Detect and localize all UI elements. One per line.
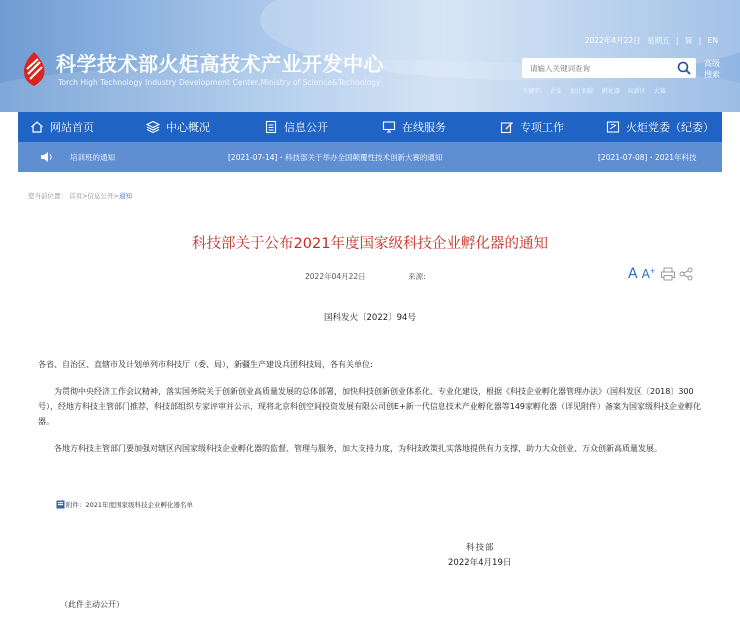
article-date: 2022年04月22日 xyxy=(305,272,366,281)
monitor-icon xyxy=(382,120,396,134)
search-icon[interactable] xyxy=(676,60,692,76)
nav-item-online-service[interactable] xyxy=(382,112,446,142)
document-icon xyxy=(264,120,278,134)
font-smaller-button[interactable]: A+ xyxy=(641,267,656,281)
edit-icon xyxy=(500,120,514,134)
keyword-link[interactable]: 大赛 xyxy=(653,88,666,95)
main-nav xyxy=(18,112,722,142)
article-meta xyxy=(305,271,426,282)
notice-link[interactable]: [2021-07-14]・科技部关于举办全国颠覆性技术创新大赛的通知 xyxy=(228,153,443,162)
current-date: 2022年4月22日 xyxy=(584,36,641,45)
share-icon[interactable] xyxy=(679,267,693,281)
nav-item-label: 信息公开 xyxy=(284,121,328,134)
current-weekday: 星期五 xyxy=(647,36,670,45)
article-paragraph: 各地方科技主管部门要加强对辖区内国家级科技企业孵化器的监督、管理与服务，加大支持力度，为科技政策扎实落地提供有力支撑，助力大众创业、万众创新高质量发展。 xyxy=(54,444,662,453)
font-larger-button[interactable]: A xyxy=(628,266,638,282)
keyword-link[interactable]: 企业 xyxy=(549,88,562,95)
home-icon xyxy=(30,120,44,134)
keywords-label: 关键字: xyxy=(522,88,543,95)
top-links: 2022年4月22日 星期五 | 简 | EN xyxy=(584,36,718,45)
site-header xyxy=(0,0,740,112)
breadcrumb-section[interactable]: 信息公开 xyxy=(87,192,114,200)
article-salutation: 各省、自治区、直辖市及计划单列市科技厅（委、局），新疆生产建设兵团科技局，各有关单位: xyxy=(38,360,373,369)
breadcrumb: 您当前位置： 首页>信息公开>通知 xyxy=(28,192,132,200)
keyword-link[interactable]: 高新区 xyxy=(627,88,646,95)
article-source: 来源: xyxy=(408,272,426,281)
nav-item-home[interactable] xyxy=(30,112,94,142)
keyword-link[interactable]: 孵化器 xyxy=(601,88,620,95)
breadcrumb-current[interactable]: 通知 xyxy=(118,192,132,200)
nav-item-info[interactable] xyxy=(264,112,328,142)
signature-date: 2022年4月19日 xyxy=(448,558,512,568)
breadcrumb-home[interactable]: 首页 xyxy=(69,192,83,200)
attachment-file-icon xyxy=(56,500,65,509)
search-input[interactable] xyxy=(528,63,672,74)
lang-simplified-link[interactable]: 简 xyxy=(684,36,693,45)
public-note: （此件主动公开） xyxy=(60,600,124,609)
nav-item-label: 火炬党委（纪委） xyxy=(626,121,714,134)
nav-item-special-work[interactable] xyxy=(500,112,564,142)
nav-item-party-committee[interactable] xyxy=(606,112,714,142)
site-title[interactable]: 科学技术部火炬高技术产业开发中心 xyxy=(56,52,384,76)
keyword-link[interactable]: 加计扣除 xyxy=(569,88,594,95)
article-tools xyxy=(628,266,693,282)
keyword-links xyxy=(522,86,672,95)
nav-item-label: 中心概况 xyxy=(166,121,210,134)
document-number: 国科发火〔2022〕94号 xyxy=(324,313,416,323)
notice-ticker xyxy=(18,142,722,172)
advanced-search-link[interactable]: 高级搜索 xyxy=(704,59,720,79)
article-title: 科技部关于公布2021年度国家级科技企业孵化器的通知 xyxy=(192,236,548,252)
article-paragraph: 为贯彻中央经济工作会议精神，落实国务院关于创新创业高质量发展的总体部署，加快科技创新创业体系化、专业化建设，根据《科技企业孵化器管理办法》（国科发区〔2018〕300号），经地方科技主管部门推荐，科技部组织专家评审并公示，现将北京科创空间投资发展有限公司创E+新一代信息技术产业孵化器等149家孵化器（详见附件）备案为国家级科技企业孵化器。 xyxy=(38,387,702,426)
party-icon xyxy=(606,120,620,134)
signature-org: 科技部 xyxy=(466,543,495,553)
torch-logo-icon[interactable] xyxy=(16,50,52,88)
layers-icon xyxy=(146,120,160,134)
notice-link[interactable]: [2021-07-08]・2021年科技 xyxy=(598,153,697,162)
search-box xyxy=(522,58,696,78)
notice-link[interactable]: 培训班的通知 xyxy=(70,153,115,162)
breadcrumb-prefix: 您当前位置： xyxy=(28,192,67,200)
nav-item-overview[interactable] xyxy=(146,112,210,142)
attachment-link[interactable] xyxy=(56,500,193,509)
nav-item-label: 网站首页 xyxy=(50,121,94,134)
nav-item-label: 专项工作 xyxy=(520,121,564,134)
site-subtitle: Torch High Technology Industry Development Center,Ministry of Science&Technology xyxy=(58,78,381,87)
attachment-label: 附件：2021年度国家级科技企业孵化器名单 xyxy=(66,501,194,509)
speaker-icon xyxy=(40,151,54,163)
nav-item-label: 在线服务 xyxy=(402,121,446,134)
lang-en-link[interactable]: EN xyxy=(707,36,718,45)
print-icon[interactable] xyxy=(660,267,676,281)
